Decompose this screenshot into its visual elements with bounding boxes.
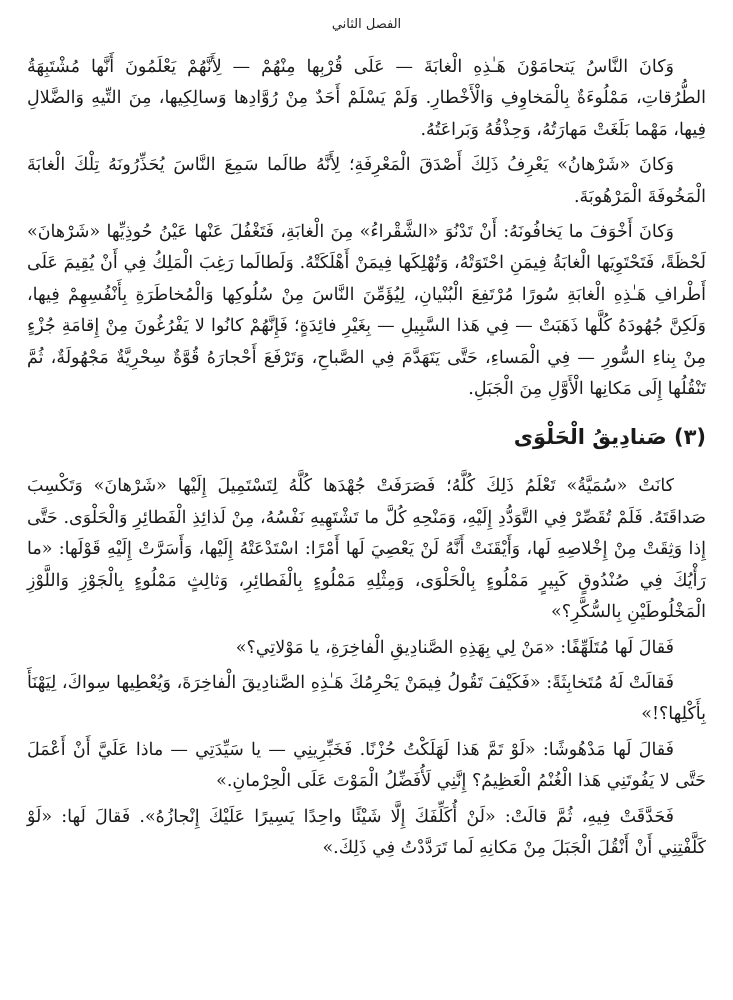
section-heading-sweets-boxes: (٣) صَنادِيقُ الْحَلْوَى [513,425,706,450]
paragraph-king-wall: وَكانَ أَخْوَفَ ما يَخافُونَهُ: أَنْ تَدْنُوَ «الشَّقْراءُ» مِنَ الْغابَةِ، فَتَغْفُلَ عَنْها عَيْنُ حُوذِيِّها «شَرْهانَ» لَحْظَةً، فَتَحْتَوِيَها الْغابَةُ فِيمَنِ احْتَوَتْهُ، وَتُهْلِكَها فِيمَنْ أَهْلَكَتْهُ. وَلَطالَما رَغِبَ الْمَلِكُ فِي أَنْ يُقِيمَ عَلَى أَطْرافِ هَـٰذِهِ الْغابَةِ سُورًا مُرْتَفِعَ الْبُنْيانِ، لِيُؤَمِّنَ النَّاسَ مِنْ سُلُوكِها وَالْمُخاطَرَةِ بِأَنْفُسِهِمْ فِيها، وَلَكِنَّ جُهُودَهُ كُلَّها ذَهَبَتْ — فِي هَذا السَّبِيلِ — بِغَيْرِ فائِدَةٍ؛ فَإِنَّهُمْ كانُوا لا يَفْرُغُونَ مِنْ إِقامَةِ جُزْءٍ مِنْ بِناءِ السُّورِ — فِي الْمَساءِ، حَتَّى يَتَهَدَّمَ فِي الصَّباحِ، وَتَرْفَعَ أَحْجارَهُ قُوَّةٌ سِحْرِيَّةٌ مَجْهُولَةٌ، ثُمَّ تَنْقُلُها إِلَى مَكانِها الْأَوَّلِ مِنَ الْجَبَلِ. [27,222,706,400]
paragraph-sumayya-plan: كانَتْ «سُمَيَّةُ» تَعْلَمُ ذَلِكَ كُلَّهُ؛ فَصَرَفَتْ جُهْدَها كُلَّهُ لِتَسْتَمِيلَ إِلَيْها «شَرْهانَ» وَتَكْسِبَ صَداقَتَهُ. فَلَمْ تُقَصِّرْ فِي التَّوَدُّدِ إِلَيْهِ، وَمَنْحِهِ كُلَّ ما تَشْتَهِيهِ نَفْسُهُ، مِنْ لَذائِذِ الْفَطائِرِ وَالْحَلْوَى. حَتَّى إِذا وَثِقَتْ مِنْ إِخْلاصِهِ لَها، وَأَيْقَنَتْ أَنَّهُ لَنْ يَعْصِيَ لَها أَمْرًا: اسْتَدْعَتْهُ إِلَيْها، وَأَسَرَّتْ إِلَيْهِ قَوْلَها: «ما رَأْيُكَ فِي صُنْدُوقٍ كَبِيرٍ مَمْلُوءٍ بِالْحَلْوَى، وَمِثْلِهِ مَمْلُوءٍ بِالْفَطائِرِ، وَثالِثٍ مَمْلُوءٍ بِالْجَوْزِ وَاللَّوْزِ الْمَخْلُوطَيْنِ بِالسُّكَّرِ؟» [27,476,706,623]
dialogue-line-cunning: فَقالَتْ لَهُ مُتَخابِثَةً: «فَكَيْفَ تَقُولُ فِيمَنْ يَحْرِمُكَ هَـٰذِهِ الصَّنادِيقَ الْفاخِرَةَ، وَيُعْطِيها سِواكَ، لِيَهْنَأَ بِأَكْلِها؟!» [27,672,706,725]
paragraph-forest-avoidance: وَكانَ النَّاسُ يَتحامَوْنَ هَـٰذِهِ الْغابَةَ — عَلَى قُرْبِها مِنْهُمْ — لِأَنَّهُمْ يَعْلَمُونَ أَنَّها مُشْتَبِهَةُ الطُّرُقاتِ، مَمْلُوءَةٌ بِالْمَخاوِفِ وَالْأَخْطارِ. وَلَمْ يَسْلَمْ أَحَدٌ مِنْ رُوَّادِها وَسالِكِيها، مِنَ التِّيهِ وَالضَّلالِ فِيها، مَهْما بَلَغَتْ مَهارَتُهُ، وَحِذْقُهُ وَبَراعَتُهُ. [27,57,706,140]
page-body [27,52,706,868]
paragraph-sharhan-knowledge: وَكانَ «شَرْهانُ» يَعْرِفُ ذَلِكَ أَصْدَقَ الْمَعْرِفَةِ؛ لِأَنَّهُ طالَما سَمِعَ النَّاسَ يُحَذِّرُونَهُ تِلْكَ الْغابَةَ الْمَخُوفَةَ الْمَرْهُوبَةَ. [27,155,706,207]
chapter-title: الفصل الثاني [331,17,402,32]
dialogue-line-astonished: فَقالَ لَها مَدْهُوشًا: «لَوْ تَمَّ هَذا لَهَلَكْتُ حُزْنًا. فَخَبِّرِينِي — يا سَيِّدَتِي — ماذا عَلَيَّ أَنْ أَعْمَلَ حَتَّى لا يَفُوتَنِي هَذا الْغُنْمُ الْعَظِيمُ؟ إِنَّنِي لَأُفَضِّلُ الْمَوْتَ عَلَى الْحِرْمانِ.» [27,739,706,792]
dialogue-line-eager: فَقالَ لَها مُتَلَهِّفًا: «مَنْ لِي بِهَذِهِ الصَّنادِيقِ الْفاخِرَةِ، يا مَوْلاتِي؟» [235,637,674,658]
dialogue-line-request: فَحَدَّقَتْ فِيهِ، ثُمَّ قالَتْ: «لَنْ أُكَلِّفَكَ إِلَّا شَيْئًا واحِدًا يَسِيرًا عَلَيْكَ إِنْجازُهُ». فَقالَ لَها: «لَوْ كَلَّفْتِنِي أَنْ أَنْقُلَ الْجَبَلَ مِنْ مَكانِهِ لَما تَرَدَّدْتُ فِي ذَلِكَ.» [27,806,706,858]
